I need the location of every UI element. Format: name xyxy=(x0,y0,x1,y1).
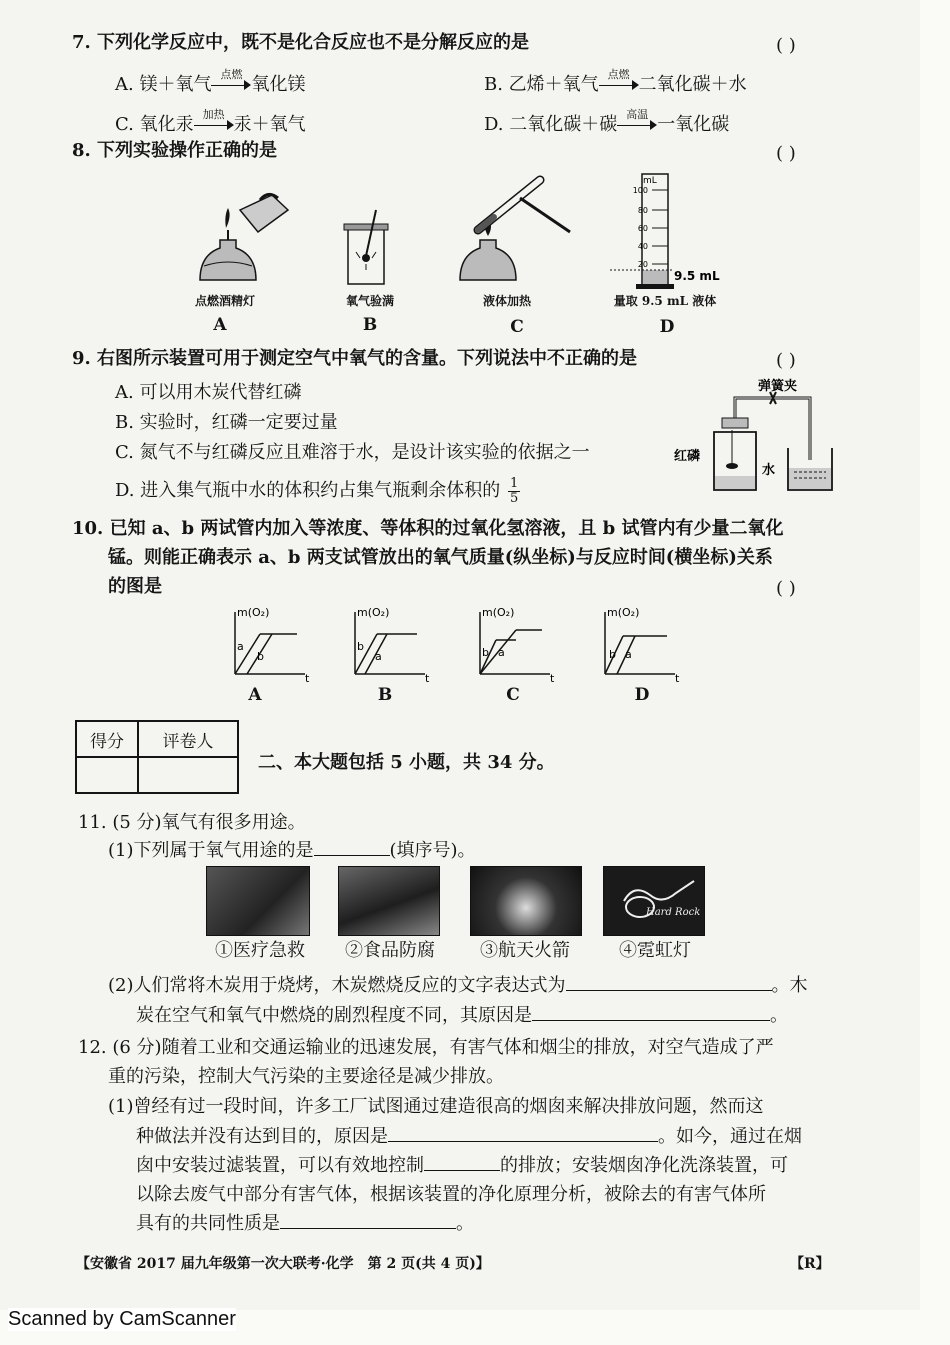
cylinder-unit: mL xyxy=(643,176,657,186)
q11-sub2-line2: 炭在空气和氧气中燃烧的剧烈程度不同，其原因是 。 xyxy=(136,1005,788,1026)
q8-caption-d: 量取 9.5 mL 液体 xyxy=(613,294,717,308)
q9-option-d: D. 进入集气瓶中水的体积约占集气瓶剩余体积的 $\frac{1}{5}$ xyxy=(115,475,519,506)
section-2-heading: 二、本大题包括 5 小题，共 34 分。 xyxy=(258,752,555,773)
q10-stem-line2: 锰。则能正确表示 a、b 两支试管放出的氧气质量(纵坐标)与反应时间(横坐标)关系 xyxy=(108,547,773,568)
q12-line7: 具有的共同性质是 。 xyxy=(136,1213,474,1234)
q10-letter-d: D xyxy=(634,685,650,705)
q10-letter-a: A xyxy=(248,685,262,705)
heating-test-tube-icon xyxy=(460,180,570,280)
series-label: b xyxy=(357,640,364,653)
page-footer: 【安徽省 2017 届九年级第一次大联考·化学 第 2 页(共 4 页)】 xyxy=(76,1256,490,1272)
q7-option-c: C. 氧化汞 加热 汞＋氧气 xyxy=(115,108,306,135)
grader-cell[interactable] xyxy=(138,757,238,793)
q8-stem: 8. 下列实验操作正确的是 xyxy=(72,140,278,161)
score-cell[interactable] xyxy=(76,757,138,793)
q9-option-c: C. 氮气不与红磷反应且难溶于水，是设计该实验的依据之一 xyxy=(115,442,590,463)
q12-blank-1[interactable] xyxy=(388,1141,658,1142)
q11-sub2-blank-2[interactable] xyxy=(532,1020,770,1021)
q9-option-a: A. 可以用木炭代替红磷 xyxy=(115,382,302,403)
reaction-arrow-icon: 点燃 xyxy=(211,78,251,92)
q11-image-caption-4: ④霓虹灯 xyxy=(619,940,691,961)
phosphorus-label: 红磷 xyxy=(674,449,701,464)
q8-letter-c: C xyxy=(510,317,524,337)
q8-answer-paren: ( ) xyxy=(776,143,796,164)
graph-xlabel: t xyxy=(425,672,430,685)
q8-letter-b: B xyxy=(362,315,378,335)
q12-line1: 12. (6 分)随着工业和交通运输业的迅速发展，有害气体和烟尘的排放，对空气造成了严 xyxy=(78,1037,774,1058)
water-label: 水 xyxy=(762,463,776,478)
series-label: a xyxy=(625,648,632,661)
gas-jar-icon xyxy=(344,210,388,284)
graph-b xyxy=(355,606,430,685)
q9-apparatus-diagram xyxy=(670,372,840,502)
q12-line5: 囱中安装过滤装置，可以有效地控制 的排放；安装烟囱净化洗涤装置，可 xyxy=(136,1155,788,1176)
cylinder-tick: 80 xyxy=(637,206,648,215)
series-label: a xyxy=(237,640,244,653)
q11-sub1: (1)下列属于氧气用途的是 (填序号)。 xyxy=(108,840,476,861)
graph-a xyxy=(235,606,310,685)
q11-image-caption-2: ②食品防腐 xyxy=(345,940,435,961)
q10-letter-c: C xyxy=(506,685,520,705)
graph-xlabel: t xyxy=(550,672,555,685)
graph-ylabel: m(O₂) xyxy=(482,606,515,619)
q11-sub2-line1: (2)人们常将木炭用于烧烤，木炭燃烧反应的文字表达式为 。木 xyxy=(108,975,808,996)
grader-header: 评卷人 xyxy=(138,721,238,757)
q8-caption-a: 点燃酒精灯 xyxy=(194,294,255,308)
q12-line2: 重的污染，控制大气污染的主要途径是减少排放。 xyxy=(108,1066,504,1087)
q10-stem-line3: 的图是 xyxy=(108,576,162,597)
phosphorus-spoon-icon xyxy=(726,463,738,469)
reaction-arrow-icon: 点燃 xyxy=(599,78,639,92)
q7-answer-paren: ( ) xyxy=(776,35,796,56)
q10-letter-b: B xyxy=(377,685,393,705)
q8-caption-c: 液体加热 xyxy=(482,294,531,308)
fraction: $\frac{1}{5}$ xyxy=(509,475,519,506)
medical-emergency-photo xyxy=(206,866,310,936)
q9-option-b: B. 实验时，红磷一定要过量 xyxy=(115,412,338,433)
q12-blank-3[interactable] xyxy=(280,1228,456,1229)
series-label: a xyxy=(498,646,505,659)
q12-blank-2[interactable] xyxy=(424,1170,500,1171)
sign-text: Hard Rock xyxy=(646,907,701,918)
graph-xlabel: t xyxy=(675,672,680,685)
cylinder-tick: 60 xyxy=(637,224,648,233)
graph-xlabel: t xyxy=(305,672,310,685)
q10-stem-line1: 10. 已知 a、b 两试管内加入等浓度、等体积的过氧化氢溶液，且 b 试管内有少量二氧化 xyxy=(72,518,784,539)
clamp-label: 弹簧夹 xyxy=(758,379,798,394)
q8-letter-d: D xyxy=(659,317,675,337)
q11-sub1-blank[interactable] xyxy=(314,855,390,856)
q11-image-caption-3: ③航天火箭 xyxy=(480,940,570,961)
score-header: 得分 xyxy=(76,721,138,757)
graph-ylabel: m(O₂) xyxy=(607,606,640,619)
food-preservation-photo xyxy=(338,866,440,936)
neon-light-photo xyxy=(603,866,705,936)
q8-apparatus-figure xyxy=(180,170,740,310)
series-label: b xyxy=(257,650,264,663)
q11-image-caption-1: ①医疗急救 xyxy=(215,940,305,961)
series-label: a xyxy=(375,650,382,663)
q12-line4: 种做法并没有达到目的，原因是 。如今，通过在烟 xyxy=(136,1126,802,1147)
reaction-arrow-icon: 高温 xyxy=(617,118,657,132)
q9-stem: 9. 右图所示装置可用于测定空气中氧气的含量。下列说法中不正确的是 xyxy=(72,348,638,369)
graph-ylabel: m(O₂) xyxy=(237,606,270,619)
q7-option-d: D. 二氧化碳＋碳 高温 一氧化碳 xyxy=(484,108,730,135)
page-version-mark: 【R】 xyxy=(790,1256,830,1272)
q9-answer-paren: ( ) xyxy=(776,350,796,371)
series-label: b xyxy=(482,646,489,659)
rocket-launch-photo xyxy=(470,866,582,936)
q7-stem: 7. 下列化学反应中，既不是化合反应也不是分解反应的是 xyxy=(72,32,530,53)
score-table xyxy=(75,720,239,794)
q12-line6: 以除去废气中部分有害气体，根据该装置的净化原理分析，被除去的有害气体所 xyxy=(136,1184,766,1205)
graph-d xyxy=(605,606,680,685)
q11-sub2-blank-1[interactable] xyxy=(566,990,772,991)
cylinder-tick: 40 xyxy=(637,242,648,251)
q8-letter-a: A xyxy=(213,315,227,335)
scanner-watermark: Scanned by CamScanner xyxy=(8,1308,236,1330)
q12-line3: (1)曾经有过一段时间，许多工厂试图通过建造很高的烟囱来解决排放问题，然而这 xyxy=(108,1096,764,1117)
graph-c xyxy=(480,606,555,685)
cylinder-tick: 100 xyxy=(632,186,648,195)
alcohol-lamp-icon xyxy=(200,194,288,280)
series-label: b xyxy=(609,648,616,661)
neon-guitar-icon xyxy=(604,867,704,935)
q8-caption-b: 氧气验满 xyxy=(345,294,394,308)
q7-option-b: B. 乙烯＋氧气 点燃 二氧化碳＋水 xyxy=(484,68,747,95)
reaction-arrow-icon: 加热 xyxy=(194,118,234,132)
q7-option-a: A. 镁＋氧气 点燃 氧化镁 xyxy=(115,68,306,95)
cylinder-reading: 9.5 mL xyxy=(674,269,720,283)
q11-stem: 11. (5 分)氧气有很多用途。 xyxy=(78,812,306,833)
graph-ylabel: m(O₂) xyxy=(357,606,390,619)
cylinder-tick: 20 xyxy=(637,260,648,269)
q10-answer-paren: ( ) xyxy=(776,578,796,599)
